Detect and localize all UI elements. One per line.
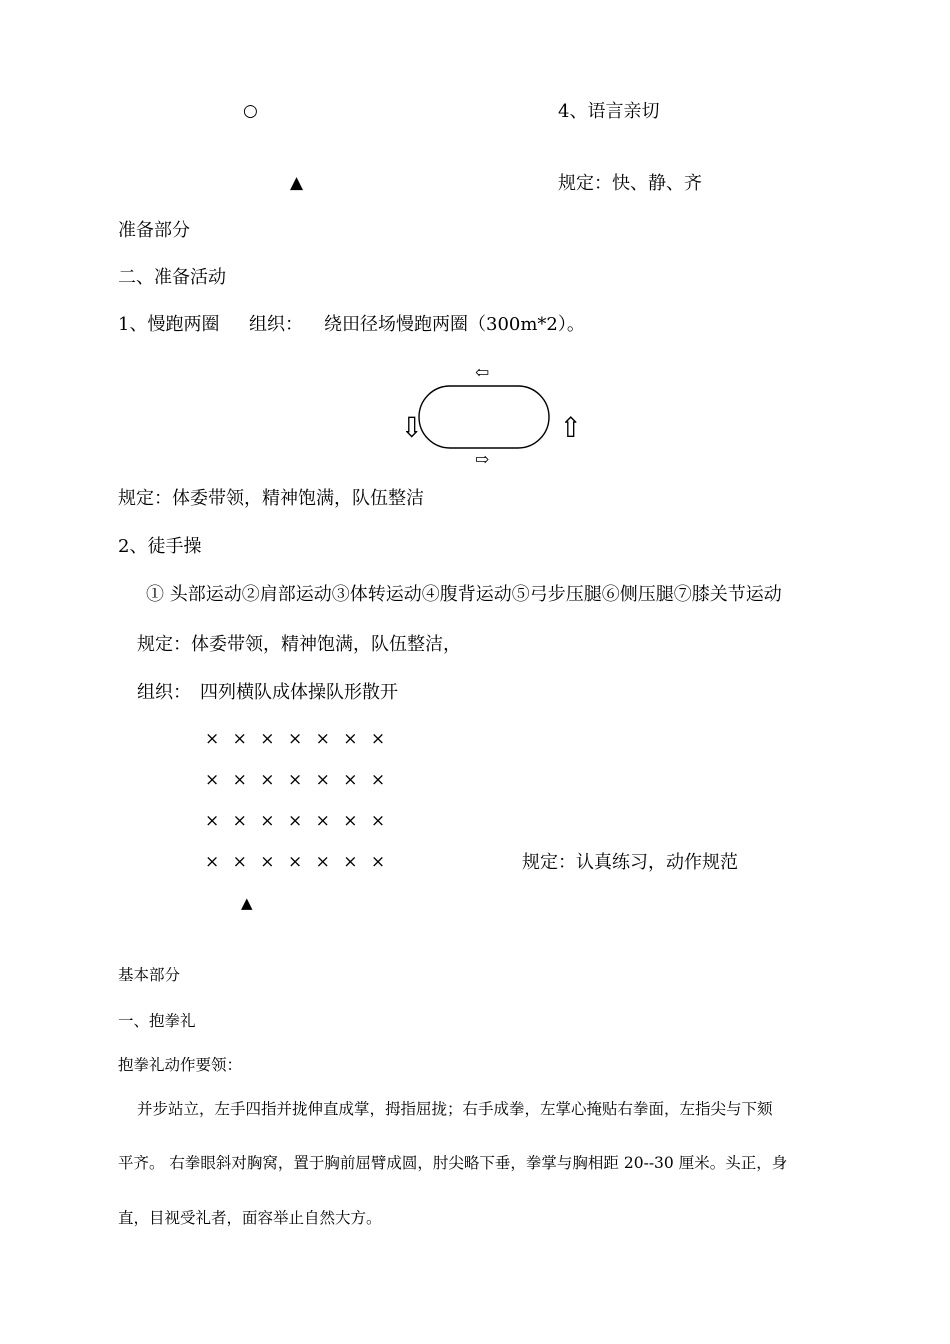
formation-rule: 规定：认真练习，动作规范 <box>522 852 738 873</box>
arrow-right-bottom-icon: ⇨ <box>475 450 490 470</box>
exercise-list: ① 头部运动②肩部运动③体转运动④腹背运动⑤弓步压腿⑥侧压腿⑦膝关节运动 <box>146 584 782 605</box>
rule-jog: 规定：体委带领，精神饱满，队伍整洁 <box>118 488 424 509</box>
arrow-down-icon: ⇩ <box>400 411 424 444</box>
section-title-prep: 准备部分 <box>118 220 190 241</box>
triangle-symbol: ▲ <box>290 173 304 193</box>
activity-title: 二、准备活动 <box>118 267 226 288</box>
freehand-title: 2、徒手操 <box>118 536 202 557</box>
arrow-up-icon: ⇧ <box>559 411 583 444</box>
jog-org-text: 绕田径场慢跑两圈（300m*2）。 <box>324 314 585 335</box>
item-title: 一、抱拳礼 <box>118 1012 196 1030</box>
note-rules: 规定：快、静、齐 <box>558 173 702 194</box>
formation-row: × × × × × × × <box>205 729 390 749</box>
jog-org-label: 组织： <box>249 314 303 335</box>
section-title-basic: 基本部分 <box>118 966 181 984</box>
paragraph-line: 并步站立，左手四指并拢伸直成掌，拇指屈拢；右手成拳，左掌心掩贴右拳面，左指尖与下颏 <box>137 1100 773 1118</box>
arrow-left-top-icon: ⇦ <box>475 363 490 383</box>
note-language: 4、语言亲切 <box>558 101 660 122</box>
teacher-triangle-symbol: ▲ <box>241 894 253 912</box>
essentials-title: 抱拳礼动作要领： <box>118 1056 243 1074</box>
paragraph-line: 平齐。 右拳眼斜对胸窝，置于胸前屈臂成圆，肘尖略下垂，拳掌与胸相距 20--30 厘米。头正，身 <box>118 1154 788 1172</box>
jog-label: 1、慢跑两圈 <box>118 314 220 335</box>
formation-row: × × × × × × × <box>205 770 390 790</box>
rule-freehand: 规定：体委带领，精神饱满，队伍整洁， <box>137 634 461 655</box>
formation-row: × × × × × × × <box>205 852 390 872</box>
formation-row: × × × × × × × <box>205 811 390 831</box>
circle-symbol: ○ <box>243 101 258 121</box>
org-freehand: 组织： 四列横队成体操队形散开 <box>137 682 398 703</box>
paragraph-line: 直，目视受礼者，面容举止自然大方。 <box>118 1209 382 1227</box>
track-oval <box>419 386 549 448</box>
